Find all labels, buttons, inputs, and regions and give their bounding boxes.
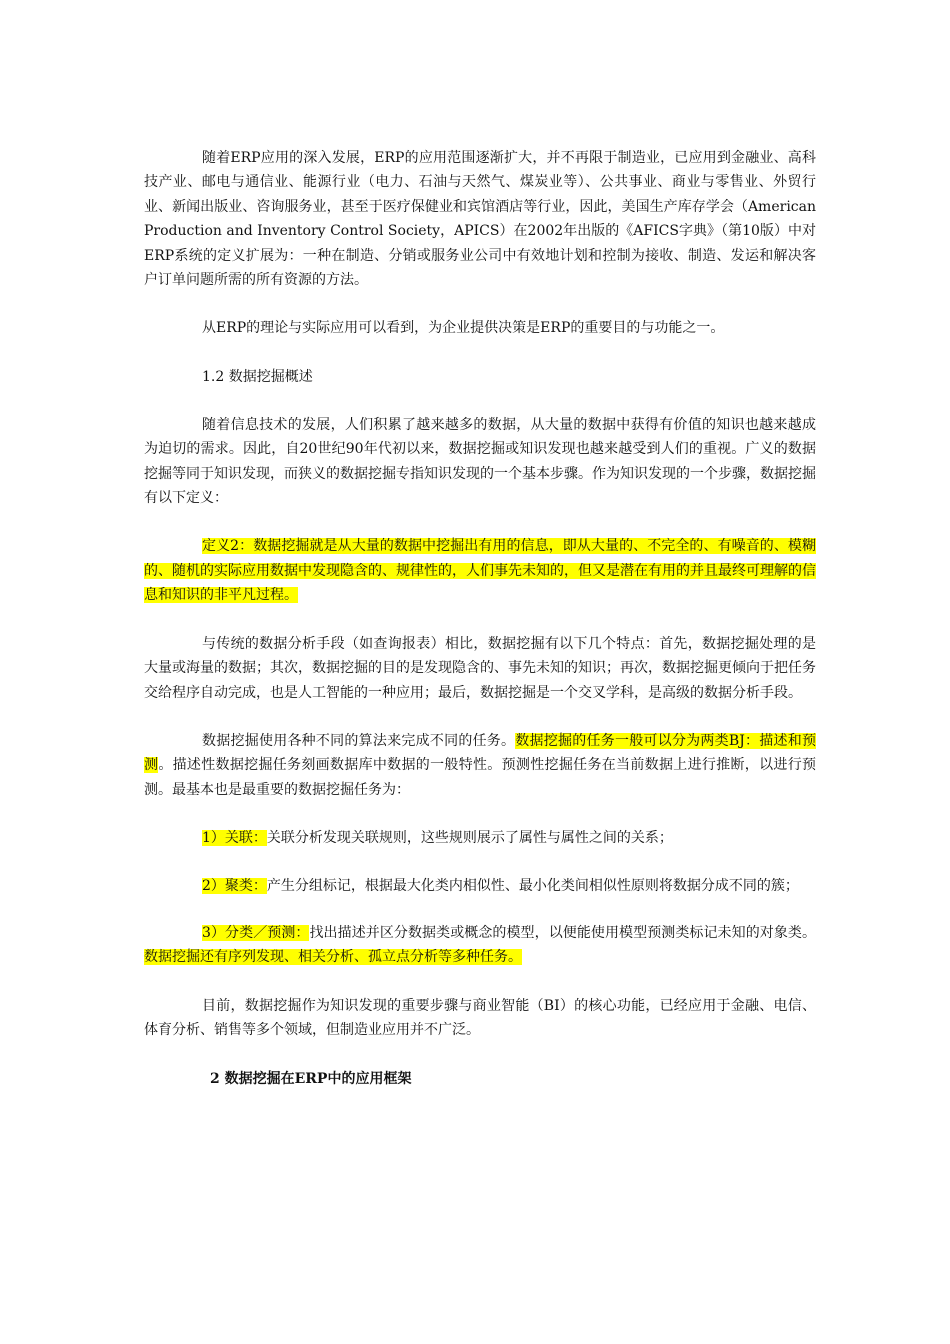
paragraph-current-status: 目前，数据挖掘作为知识发现的重要步骤与商业智能（BI）的核心功能，已经应用于金融、电信、体育分析、销售等多个领域，但制造业应用并不广泛。 <box>144 997 816 1039</box>
paragraph-tasks <box>144 729 816 802</box>
task-other-highlight: 数据挖掘还有序列发现、相关分析、孤立点分析等多种任务。 <box>144 949 522 966</box>
task-desc-clustering: 产生分组标记，根据最大化类内相似性、最小化类间相似性原则将数据分成不同的簇； <box>266 877 799 894</box>
task-label-clustering: 2）聚类： <box>202 877 267 894</box>
tasks-highlight: 数据挖掘的任务一般可以分为两类BJ：描述和预测 <box>144 732 817 774</box>
task-label-classification: 3）分类／预测： <box>202 924 310 941</box>
paragraph-task-association <box>144 826 816 850</box>
paragraph-task-clustering <box>144 874 816 898</box>
tasks-text-a: 数据挖掘使用各种不同的算法来完成不同的任务。 <box>202 732 516 749</box>
paragraph-definition-2 <box>144 534 816 607</box>
section-heading-2: 2 数据挖掘在ERP中的应用框架 <box>210 1070 412 1087</box>
task-desc-classification: 找出描述并区分数据类或概念的模型，以便能使用模型预测类标记未知的对象类。 <box>309 924 816 941</box>
paragraph-erp-decision: 从ERP的理论与实际应用可以看到，为企业提供决策是ERP的重要目的与功能之一。 <box>202 320 725 337</box>
tasks-text-c: 。描述性数据挖掘任务刻画数据库中数据的一般特性。预测性挖掘任务在当前数据上进行推断，以进行预测。最基本也是最重要的数据挖掘任务为： <box>144 757 817 798</box>
paragraph-data-mining-intro: 随着信息技术的发展，人们积累了越来越多的数据，从大量的数据中获得有价值的知识也越来越成为迫切的需求。因此，自20世纪90年代初以来，数据挖掘或知识发现也越来越受到人们的重视。广义的数据挖掘等同于知识发现，而狭义的数据挖掘专指知识发现的一个基本步骤。作为知识发现的一个步骤，数据挖掘有以下定义： <box>144 416 816 507</box>
task-desc-association: 关联分析发现关联规则，这些规则展示了属性与属性之间的关系； <box>266 830 673 847</box>
paragraph-erp-scope: 随着ERP应用的深入发展，ERP的应用范围逐渐扩大，并不再限于制造业，已应用到金融业、高科技产业、邮电与通信业、能源行业（电力、石油与天然气、煤炭业等）、公共事业、商业与零售业、外贸行业、新闻出版业、咨询服务业，甚至于医疗保健业和宾馆酒店等行业，因此，美国生产库存学会（American Production and Inventory Control Society，APICS）在2002年出版的《AFICS字典》（第10版）中对ERP系统的定义扩展为：一种在制造、分销或服务业公司中有效地计划和控制为接收、制造、发运和解决客户订单问题所需的所有资源的方法。 <box>144 150 816 289</box>
document-page <box>144 146 816 1115</box>
highlighted-definition: 定义2：数据挖掘就是从大量的数据中挖掘出有用的信息，即从大量的、不完全的、有噪音的、模糊的、随机的实际应用数据中发现隐含的、规律性的，人们事先未知的，但又是潜在有用的并且最终可理解的信息和知识的非平凡过程。 <box>144 538 816 604</box>
section-heading-1-2: 1.2 数据挖掘概述 <box>202 368 313 385</box>
task-label-association: 1）关联： <box>202 830 267 847</box>
paragraph-task-classification <box>144 921 816 970</box>
paragraph-characteristics: 与传统的数据分析手段（如查询报表）相比，数据挖掘有以下几个特点：首先，数据挖掘处理的是大量或海量的数据；其次，数据挖掘的目的是发现隐含的、事先未知的知识；再次，数据挖掘更倾向于把任务交给程序自动完成，也是人工智能的一种应用；最后，数据挖掘是一个交叉学科，是高级的数据分析手段。 <box>144 635 816 701</box>
